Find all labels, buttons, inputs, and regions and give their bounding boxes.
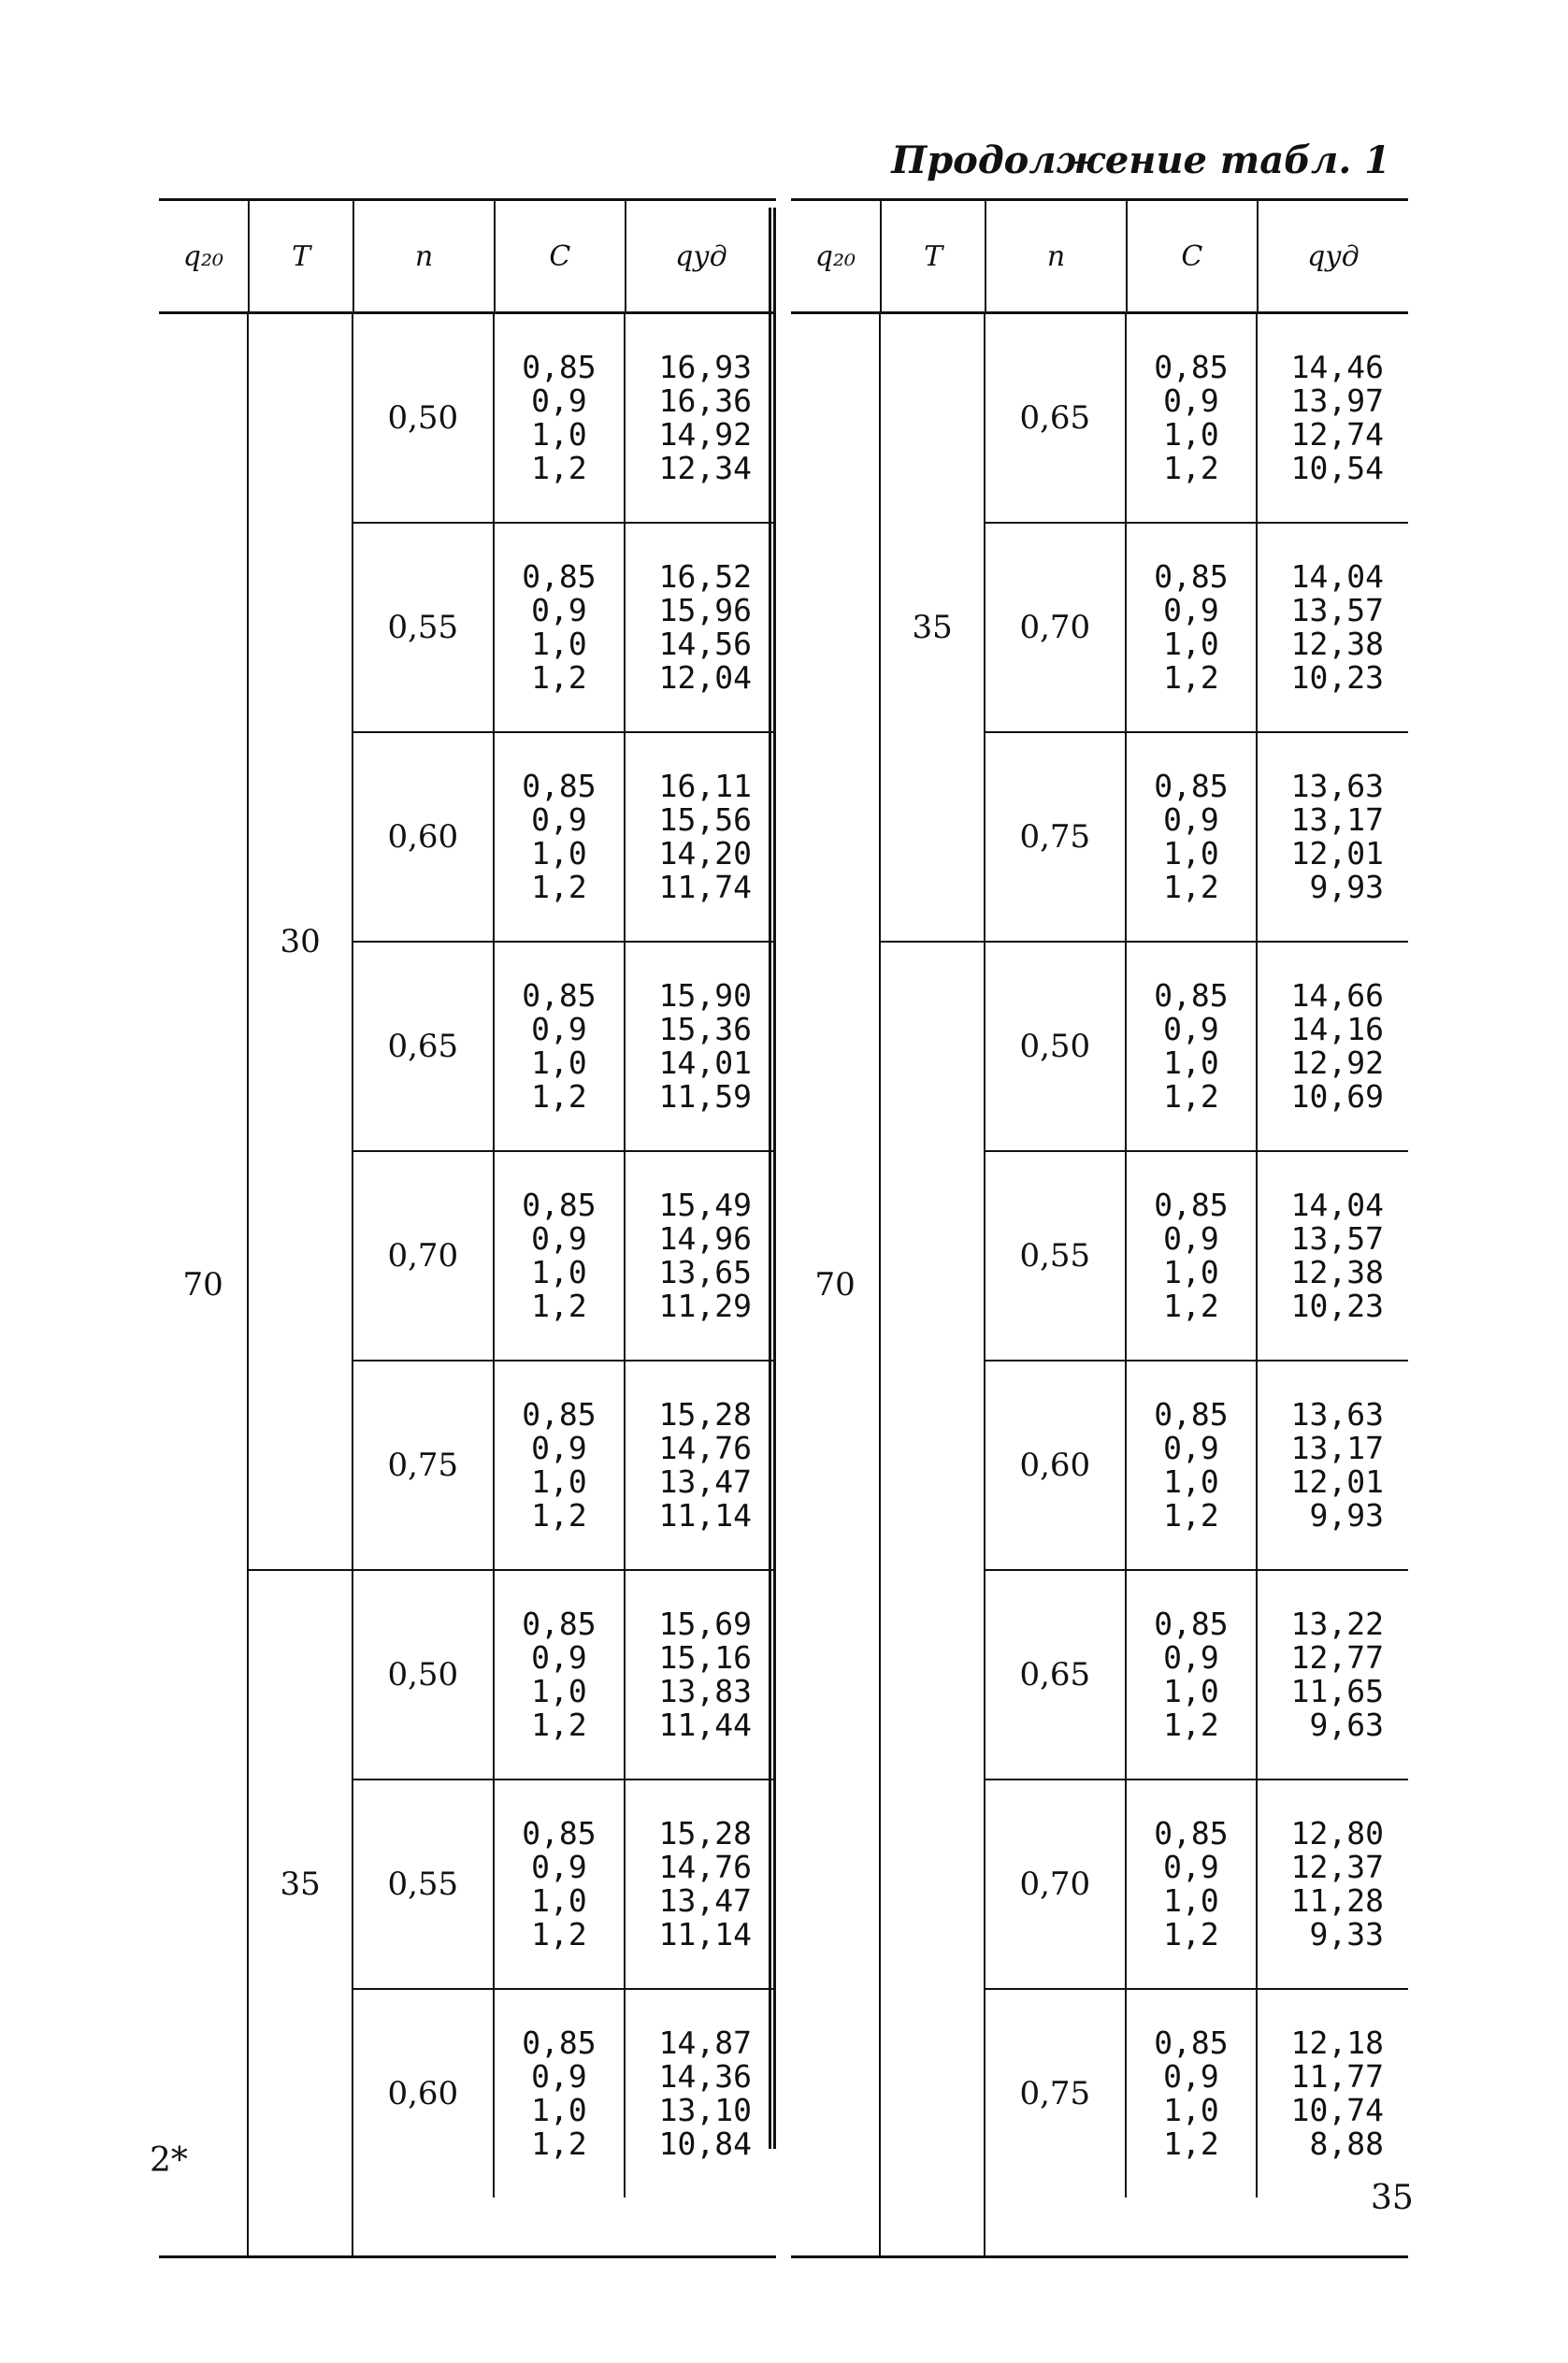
c-value: 0,85	[522, 768, 597, 804]
qud-value: 14,87	[658, 2024, 752, 2061]
qud-value: 10,54	[1290, 450, 1384, 486]
header-q20: q₂₀	[791, 201, 882, 311]
q20-value: 70	[791, 314, 881, 2255]
table-row	[353, 941, 776, 1150]
qud-value: 14,66	[1290, 977, 1384, 1014]
c-values	[1127, 1780, 1259, 1988]
qud-value: 10,69	[1290, 1078, 1384, 1115]
n-value: 0,50	[353, 314, 495, 522]
qud-value: 15,90	[658, 977, 752, 1014]
c-values	[1127, 943, 1259, 1150]
c-value: 1,2	[1163, 659, 1219, 696]
qud-value: 15,96	[658, 592, 752, 628]
qud-value: 11,14	[658, 1497, 752, 1534]
c-value: 0,9	[531, 2058, 587, 2095]
n-value: 0,60	[985, 1362, 1127, 1569]
t-value	[881, 941, 984, 2197]
qud-value: 13,83	[658, 1673, 752, 1709]
qud-value: 15,49	[658, 1187, 752, 1223]
qud-values	[1258, 1362, 1408, 1569]
qud-value: 13,97	[1290, 382, 1384, 419]
qud-value: 12,77	[1290, 1639, 1384, 1676]
c-value: 0,9	[1163, 2058, 1219, 2095]
c-value: 1,2	[531, 1497, 587, 1534]
qud-value: 10,74	[1290, 2092, 1384, 2128]
qud-value: 11,14	[658, 1916, 752, 1952]
c-value: 1,2	[531, 2125, 587, 2162]
qud-value: 11,59	[658, 1078, 752, 1115]
c-value: 0,85	[1154, 1187, 1229, 1223]
c-values	[1127, 1362, 1259, 1569]
qud-value: 14,01	[658, 1045, 752, 1081]
qud-values	[1258, 314, 1408, 522]
qud-value: 13,10	[658, 2092, 752, 2128]
qud-value: 14,92	[658, 416, 752, 453]
header-C: C	[496, 201, 626, 311]
qud-value: 16,93	[658, 349, 752, 385]
qud-values	[626, 943, 776, 1150]
table-row	[985, 941, 1408, 1150]
qud-value: 13,65	[658, 1254, 752, 1290]
qud-value: 12,01	[1290, 835, 1384, 872]
c-value: 1,0	[1163, 1254, 1219, 1290]
table-row	[353, 314, 776, 522]
n-value: 0,70	[353, 1152, 495, 1360]
c-value: 1,2	[1163, 1497, 1219, 1534]
qud-value: 12,38	[1290, 1254, 1384, 1290]
c-value: 1,2	[531, 450, 587, 486]
qud-values	[626, 1990, 776, 2197]
header-n: n	[354, 201, 495, 311]
qud-value: 16,52	[658, 558, 752, 595]
c-values	[1127, 314, 1259, 522]
table-row	[353, 1779, 776, 1988]
qud-value: 9,93	[1309, 869, 1384, 905]
table-row	[353, 1360, 776, 1569]
header-qud: qуд	[675, 239, 727, 273]
c-value: 1,0	[531, 1882, 587, 1919]
table-body	[791, 314, 1408, 2258]
c-value: 1,2	[1163, 1288, 1219, 1324]
page-number: 35	[1371, 2179, 1414, 2217]
qud-value: 14,96	[658, 1220, 752, 1257]
c-values	[1127, 1990, 1259, 2197]
table-row	[985, 1988, 1408, 2197]
qud-value: 16,11	[658, 768, 752, 804]
c-values	[1127, 524, 1259, 731]
header-T: T	[882, 201, 987, 311]
qud-value: 8,88	[1309, 2125, 1384, 2162]
qud-value: 12,37	[1290, 1849, 1384, 1885]
c-value: 0,9	[1163, 1011, 1219, 1047]
rows-column	[353, 314, 776, 2255]
qud-value: 12,34	[658, 450, 752, 486]
n-value: 0,55	[353, 1780, 495, 1988]
qud-value: 13,47	[658, 1882, 752, 1919]
c-value: 0,85	[522, 349, 597, 385]
qud-value: 14,76	[658, 1430, 752, 1466]
table-row	[985, 1150, 1408, 1360]
qud-value: 15,69	[658, 1606, 752, 1642]
c-value: 0,9	[531, 592, 587, 628]
qud-value: 12,38	[1290, 626, 1384, 662]
c-values	[495, 1990, 626, 2197]
c-value: 0,85	[522, 1187, 597, 1223]
qud-value: 13,57	[1290, 592, 1384, 628]
c-value: 1,2	[531, 659, 587, 696]
qud-value: 12,92	[1290, 1045, 1384, 1081]
header-C: C	[1128, 201, 1259, 311]
qud-value: 10,23	[1290, 1288, 1384, 1324]
double-divider	[769, 208, 776, 2149]
qud-value: 9,33	[1309, 1916, 1384, 1952]
n-value: 0,65	[985, 314, 1127, 522]
c-value: 0,85	[1154, 1606, 1229, 1642]
qud-value: 12,74	[1290, 416, 1384, 453]
c-value: 0,85	[1154, 1396, 1229, 1433]
n-value: 0,65	[353, 943, 495, 1150]
c-value: 1,0	[1163, 1045, 1219, 1081]
rows-column	[985, 314, 1408, 2255]
c-value: 0,85	[522, 2024, 597, 2061]
table-row	[985, 1360, 1408, 1569]
qud-value: 13,63	[1290, 768, 1384, 804]
qud-value: 15,16	[658, 1639, 752, 1676]
qud-value: 11,65	[1290, 1673, 1384, 1709]
c-value: 1,2	[1163, 869, 1219, 905]
t-value: 35	[249, 1569, 352, 2197]
c-value: 1,0	[1163, 1673, 1219, 1709]
qud-value: 14,76	[658, 1849, 752, 1885]
table-row	[353, 731, 776, 941]
c-value: 1,2	[531, 869, 587, 905]
signature-mark: 2*	[150, 2141, 188, 2180]
table-row	[985, 1569, 1408, 1779]
c-value: 1,0	[1163, 416, 1219, 453]
c-value: 0,9	[531, 1011, 587, 1047]
c-value: 0,9	[531, 1220, 587, 1257]
c-value: 1,2	[1163, 1078, 1219, 1115]
table-row	[985, 731, 1408, 941]
qud-value: 9,93	[1309, 1497, 1384, 1534]
t-value: 30	[280, 923, 321, 960]
n-value: 0,70	[985, 1780, 1127, 1988]
table-row	[353, 522, 776, 731]
c-values	[495, 943, 626, 1150]
c-values	[495, 733, 626, 941]
qud-value: 13,17	[1290, 1430, 1384, 1466]
c-value: 1,2	[531, 1707, 587, 1743]
qud-value: 14,20	[658, 835, 752, 872]
q20-value: 70	[159, 314, 249, 2255]
c-value: 1,0	[531, 835, 587, 872]
table-caption: Продолжение табл. 1	[891, 138, 1390, 182]
qud-values	[626, 314, 776, 522]
c-values	[495, 1152, 626, 1360]
qud-values	[1258, 524, 1408, 731]
c-value: 0,9	[1163, 801, 1219, 838]
c-value: 1,0	[531, 1673, 587, 1709]
n-value: 0,75	[353, 1362, 495, 1569]
qud-value: 14,16	[1290, 1011, 1384, 1047]
qud-values	[1258, 943, 1408, 1150]
table-row	[985, 1779, 1408, 1988]
c-value: 0,85	[522, 1606, 597, 1642]
c-value: 0,9	[531, 1639, 587, 1676]
c-value: 0,85	[522, 1815, 597, 1851]
qud-value: 15,28	[658, 1815, 752, 1851]
qud-values	[1258, 1990, 1408, 2197]
c-values	[495, 524, 626, 731]
c-values	[1127, 733, 1259, 941]
n-value: 0,70	[985, 524, 1127, 731]
c-value: 1,0	[1163, 1463, 1219, 1500]
c-value: 1,0	[531, 626, 587, 662]
c-value: 0,85	[1154, 2024, 1229, 2061]
qud-value: 13,17	[1290, 801, 1384, 838]
c-value: 0,9	[1163, 592, 1219, 628]
c-value: 0,9	[1163, 1639, 1219, 1676]
c-value: 1,0	[531, 1045, 587, 1081]
qud-value: 11,77	[1290, 2058, 1384, 2095]
c-value: 0,9	[1163, 382, 1219, 419]
c-value: 1,2	[1163, 450, 1219, 486]
c-value: 0,85	[522, 977, 597, 1014]
c-value: 0,85	[1154, 349, 1229, 385]
qud-value: 11,44	[658, 1707, 752, 1743]
c-value: 0,9	[1163, 1430, 1219, 1466]
header-qud: qуд	[1307, 239, 1359, 273]
qud-value: 13,22	[1290, 1606, 1384, 1642]
qud-values	[1258, 1571, 1408, 1779]
c-value: 1,2	[531, 1078, 587, 1115]
header-n: n	[986, 201, 1127, 311]
n-value: 0,75	[985, 733, 1127, 941]
c-value: 1,2	[1163, 1707, 1219, 1743]
qud-value: 14,46	[1290, 349, 1384, 385]
n-value: 0,65	[985, 1571, 1127, 1779]
c-value: 1,2	[1163, 1916, 1219, 1952]
c-values	[495, 314, 626, 522]
qud-value: 15,56	[658, 801, 752, 838]
qud-values	[626, 1362, 776, 1569]
qud-values	[626, 524, 776, 731]
c-value: 0,9	[531, 1430, 587, 1466]
table-row	[353, 1988, 776, 2197]
qud-value: 10,23	[1290, 659, 1384, 696]
c-value: 0,9	[531, 382, 587, 419]
c-value: 0,85	[522, 558, 597, 595]
c-value: 1,0	[1163, 835, 1219, 872]
qud-value: 13,47	[658, 1463, 752, 1500]
qud-value: 11,74	[658, 869, 752, 905]
table-row	[985, 522, 1408, 731]
n-value: 0,50	[353, 1571, 495, 1779]
c-value: 0,85	[1154, 1815, 1229, 1851]
qud-value: 10,84	[658, 2125, 752, 2162]
c-value: 1,2	[531, 1288, 587, 1324]
n-value: 0,50	[985, 943, 1127, 1150]
qud-value: 12,80	[1290, 1815, 1384, 1851]
header-q20: q₂₀	[159, 201, 250, 311]
c-value: 0,9	[1163, 1849, 1219, 1885]
c-values	[1127, 1152, 1259, 1360]
table-header	[791, 198, 1408, 314]
c-value: 0,85	[1154, 977, 1229, 1014]
qud-value: 16,36	[658, 382, 752, 419]
qud-value: 14,04	[1290, 558, 1384, 595]
qud-value: 11,28	[1290, 1882, 1384, 1919]
n-value: 0,75	[985, 1990, 1127, 2197]
c-value: 1,2	[1163, 2125, 1219, 2162]
table-body	[159, 314, 776, 2258]
header-T: T	[250, 201, 355, 311]
t-column	[249, 314, 353, 2255]
c-value: 1,2	[531, 1916, 587, 1952]
qud-value: 13,63	[1290, 1396, 1384, 1433]
c-value: 1,0	[1163, 626, 1219, 662]
qud-value: 11,29	[658, 1288, 752, 1324]
c-value: 0,9	[1163, 1220, 1219, 1257]
c-value: 1,0	[1163, 1882, 1219, 1919]
qud-value: 14,56	[658, 626, 752, 662]
qud-value: 12,04	[658, 659, 752, 696]
table-left	[159, 198, 776, 2258]
table-header	[159, 198, 776, 314]
qud-value: 14,36	[658, 2058, 752, 2095]
c-value: 0,85	[1154, 768, 1229, 804]
qud-value: 15,36	[658, 1011, 752, 1047]
table-right	[791, 198, 1408, 2258]
n-value: 0,55	[353, 524, 495, 731]
n-value: 0,55	[985, 1152, 1127, 1360]
qud-value: 12,18	[1290, 2024, 1384, 2061]
c-value: 1,0	[531, 1254, 587, 1290]
c-value: 0,9	[531, 1849, 587, 1885]
qud-values	[1258, 1152, 1408, 1360]
qud-value: 14,04	[1290, 1187, 1384, 1223]
c-value: 0,9	[531, 801, 587, 838]
c-value: 0,85	[1154, 558, 1229, 595]
qud-values	[1258, 733, 1408, 941]
n-value: 0,60	[353, 733, 495, 941]
c-value: 0,85	[522, 1396, 597, 1433]
c-values	[495, 1571, 626, 1779]
table-row	[353, 1569, 776, 1779]
c-values	[1127, 1571, 1259, 1779]
c-values	[495, 1780, 626, 1988]
table-row	[985, 314, 1408, 522]
t-value: 35	[912, 609, 953, 646]
t-column	[881, 314, 985, 2255]
c-values	[495, 1362, 626, 1569]
n-value: 0,60	[353, 1990, 495, 2197]
c-value: 1,0	[531, 416, 587, 453]
c-value: 1,0	[531, 1463, 587, 1500]
qud-value: 15,28	[658, 1396, 752, 1433]
qud-values	[626, 1571, 776, 1779]
qud-values	[626, 1152, 776, 1360]
qud-value: 12,01	[1290, 1463, 1384, 1500]
c-value: 1,0	[531, 2092, 587, 2128]
qud-value: 9,63	[1309, 1707, 1384, 1743]
c-value: 1,0	[1163, 2092, 1219, 2128]
qud-values	[1258, 1780, 1408, 1988]
table-row	[353, 1150, 776, 1360]
qud-values	[626, 733, 776, 941]
qud-values	[626, 1780, 776, 1988]
qud-value: 13,57	[1290, 1220, 1384, 1257]
